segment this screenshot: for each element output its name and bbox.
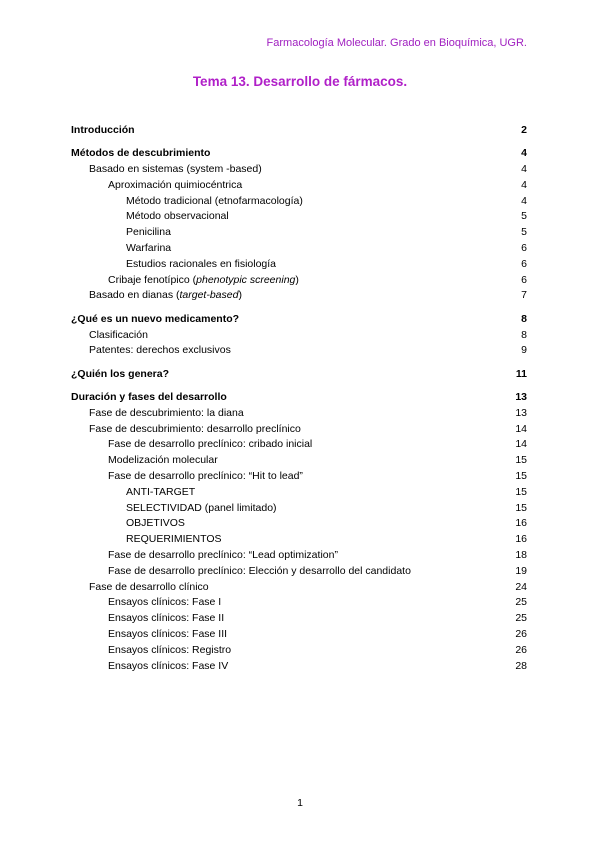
toc-entry-label [71, 406, 244, 422]
page-number: 1 [297, 797, 303, 809]
toc-entry[interactable] [71, 390, 527, 406]
toc-entry-label [71, 146, 210, 162]
toc-entry-label [71, 437, 312, 453]
toc-entry[interactable] [71, 516, 527, 532]
toc-entry-label-part: Introducción [71, 124, 135, 136]
toc-entry-label-part: Aproximación quimiocéntrica [108, 178, 243, 191]
toc-entry[interactable] [71, 564, 527, 580]
toc-entry-label-part: Ensayos clínicos: Registro [108, 643, 232, 656]
toc-entry-page: 15 [515, 501, 527, 514]
toc-entry-label-part: Cribaje fenotípico ( [108, 273, 197, 286]
document-title: Tema 13. Desarrollo de fármacos. [192, 74, 408, 89]
toc-entry-page: 24 [515, 580, 527, 593]
toc-entry[interactable] [71, 485, 527, 501]
toc-entry-label [71, 485, 195, 501]
toc-entry-page: 19 [515, 564, 527, 577]
toc-entry-page: 16 [515, 517, 527, 530]
toc-entry-label [71, 469, 303, 485]
toc-entry-page: 5 [521, 210, 527, 223]
toc-entry-label-part: Fase de desarrollo preclínico: “Lead optimization” [108, 548, 338, 561]
toc-entry-label [71, 595, 221, 611]
toc-entry-page: 7 [521, 289, 527, 302]
toc-entry-label [71, 453, 218, 469]
toc-entry-label [71, 564, 411, 580]
toc-entry[interactable] [71, 288, 527, 304]
toc-entry-label [71, 178, 242, 194]
toc-entry[interactable] [71, 532, 527, 548]
toc-entry-label-part: Ensayos clínicos: Fase IV [108, 659, 229, 672]
toc-entry-page: 16 [515, 533, 527, 546]
toc-entry-label-part: Ensayos clínicos: Fase I [108, 596, 222, 609]
toc-entry[interactable] [71, 437, 527, 453]
toc-entry[interactable] [71, 209, 527, 225]
toc-entry-label-part: Fase de desarrollo preclínico: Elección y desarrollo del candidato [108, 564, 411, 577]
toc-entry-label [71, 162, 262, 178]
toc-entry-page: 6 [521, 273, 527, 286]
toc-entry-label [71, 209, 229, 225]
toc-entry[interactable] [71, 611, 527, 627]
toc-entry-page: 26 [515, 627, 527, 640]
toc-entry-label [71, 257, 276, 273]
toc-entry-label [71, 532, 221, 548]
toc-entry[interactable] [71, 501, 527, 517]
toc-entry-page: 6 [521, 242, 527, 255]
toc-entry[interactable] [71, 422, 527, 438]
toc-entry-page: 14 [515, 422, 527, 435]
toc-entry[interactable] [71, 453, 527, 469]
toc-entry-label-part: OBJETIVOS [126, 517, 185, 530]
toc-entry-label-part: ¿Qué es un nuevo medicamento? [71, 312, 240, 325]
toc-entry-page: 25 [515, 596, 527, 609]
toc-entry-label [71, 580, 209, 596]
toc-entry-label-part: target-based [179, 289, 239, 302]
toc-entry[interactable] [71, 328, 527, 344]
toc-entry-label [71, 516, 185, 532]
toc-entry-page: 2 [521, 124, 527, 136]
toc-entry-label [71, 659, 228, 675]
toc-entry-label-part: Basado en dianas ( [89, 289, 180, 302]
toc-entry-page: 9 [521, 344, 527, 357]
toc-entry-label-part: Basado en sistemas (system -based) [89, 163, 262, 176]
toc-entry-label-part: Clasificación [89, 328, 148, 341]
toc-entry-label-part: Ensayos clínicos: Fase III [108, 627, 228, 640]
toc-entry-label-part: ¿Quién los genera? [71, 367, 170, 380]
table-of-contents [71, 123, 527, 674]
toc-entry-page: 4 [521, 147, 527, 160]
toc-entry-label-part: Duración y fases del desarrollo [71, 390, 227, 403]
toc-entry-page: 4 [521, 178, 527, 191]
toc-entry-page: 13 [515, 390, 527, 403]
toc-entry-label-part: Fase de desarrollo clínico [89, 580, 209, 593]
toc-entry-label-part: Método tradicional (etnofarmacología) [126, 194, 303, 207]
toc-entry[interactable] [71, 627, 527, 643]
toc-entry-label-part: Fase de descubrimiento: la diana [89, 406, 244, 419]
toc-entry-label [71, 627, 227, 643]
toc-entry[interactable] [71, 194, 527, 210]
toc-entry-label-part: Método observacional [126, 210, 229, 223]
toc-entry-label-part: Estudios racionales en fisiología [126, 257, 277, 270]
toc-entry-page: 14 [515, 438, 527, 451]
toc-entry[interactable] [71, 123, 527, 139]
toc-entry[interactable] [71, 312, 527, 328]
toc-entry[interactable] [71, 146, 527, 162]
toc-entry-label-part: Métodos de descubrimiento [71, 147, 211, 160]
toc-entry-label [71, 611, 224, 627]
toc-entry[interactable] [71, 469, 527, 485]
toc-entry-page: 4 [521, 163, 527, 176]
toc-entry-label [71, 422, 301, 438]
toc-entry-label-part: Patentes: derechos exclusivos [89, 344, 231, 357]
toc-entry-label [71, 328, 148, 344]
toc-entry-label-part: Fase de desarrollo preclínico: cribado inicial [108, 438, 313, 451]
toc-entry-page: 11 [515, 367, 527, 380]
toc-entry[interactable] [71, 162, 527, 178]
toc-entry[interactable] [71, 659, 527, 675]
toc-entry-page: 8 [521, 328, 527, 341]
toc-entry-page: 8 [521, 312, 527, 325]
toc-entry-label-part: Ensayos clínicos: Fase II [108, 612, 225, 625]
toc-entry-label [71, 288, 242, 304]
toc-entry-label-part: Fase de desarrollo preclínico: “Hit to lead” [108, 469, 303, 482]
toc-entry-page: 15 [515, 454, 527, 467]
toc-entry-label-part: phenotypic screening [196, 273, 296, 286]
toc-entry[interactable] [71, 643, 527, 659]
toc-entry-label [71, 225, 171, 241]
toc-entry-page: 6 [521, 257, 527, 270]
toc-entry-label-part: SELECTIVIDAD (panel limitado) [126, 501, 277, 514]
toc-entry-label [71, 643, 231, 659]
toc-entry-label [71, 241, 171, 257]
toc-entry-label [71, 501, 277, 517]
toc-entry-page: 28 [515, 659, 527, 672]
toc-entry[interactable] [71, 406, 527, 422]
running-header: Farmacología Molecular. Grado en Bioquímica, UGR. [266, 37, 527, 49]
toc-entry-label-part: Penicilina [126, 226, 171, 239]
toc-entry[interactable] [71, 257, 527, 273]
toc-entry-page: 15 [515, 469, 527, 482]
toc-entry-label-part: Fase de descubrimiento: desarrollo preclínico [89, 422, 301, 435]
toc-entry-label [71, 390, 227, 406]
toc-entry-label [71, 273, 299, 289]
toc-entry-page: 25 [515, 612, 527, 625]
toc-entry[interactable] [71, 273, 527, 289]
toc-entry-label-part: REQUERIMIENTOS [126, 533, 222, 546]
toc-entry-label-part: ANTI-TARGET [126, 485, 196, 498]
toc-entry[interactable] [71, 241, 527, 257]
toc-entry-label-part: Modelización molecular [108, 454, 218, 467]
toc-entry-page: 26 [515, 643, 527, 656]
toc-entry-label [71, 548, 338, 564]
toc-entry-label [71, 367, 169, 383]
toc-entry-label [71, 123, 135, 139]
toc-entry[interactable] [71, 595, 527, 611]
toc-entry[interactable] [71, 548, 527, 564]
toc-entry-label [71, 194, 303, 210]
toc-entry-label-part: ) [238, 289, 242, 302]
toc-entry-page: 4 [521, 194, 527, 207]
toc-entry[interactable] [71, 225, 527, 241]
toc-entry-page: 18 [515, 548, 527, 561]
toc-entry[interactable] [71, 580, 527, 596]
toc-entry[interactable] [71, 367, 527, 383]
toc-entry[interactable] [71, 178, 527, 194]
toc-entry-label [71, 312, 239, 328]
toc-entry-label [71, 343, 231, 359]
toc-entry[interactable] [71, 343, 527, 359]
toc-entry-label-part: ) [295, 273, 299, 286]
toc-entry-page: 5 [521, 226, 527, 239]
toc-entry-page: 15 [515, 485, 527, 498]
toc-entry-label-part: Warfarina [126, 242, 172, 255]
toc-entry-page: 13 [515, 406, 527, 419]
